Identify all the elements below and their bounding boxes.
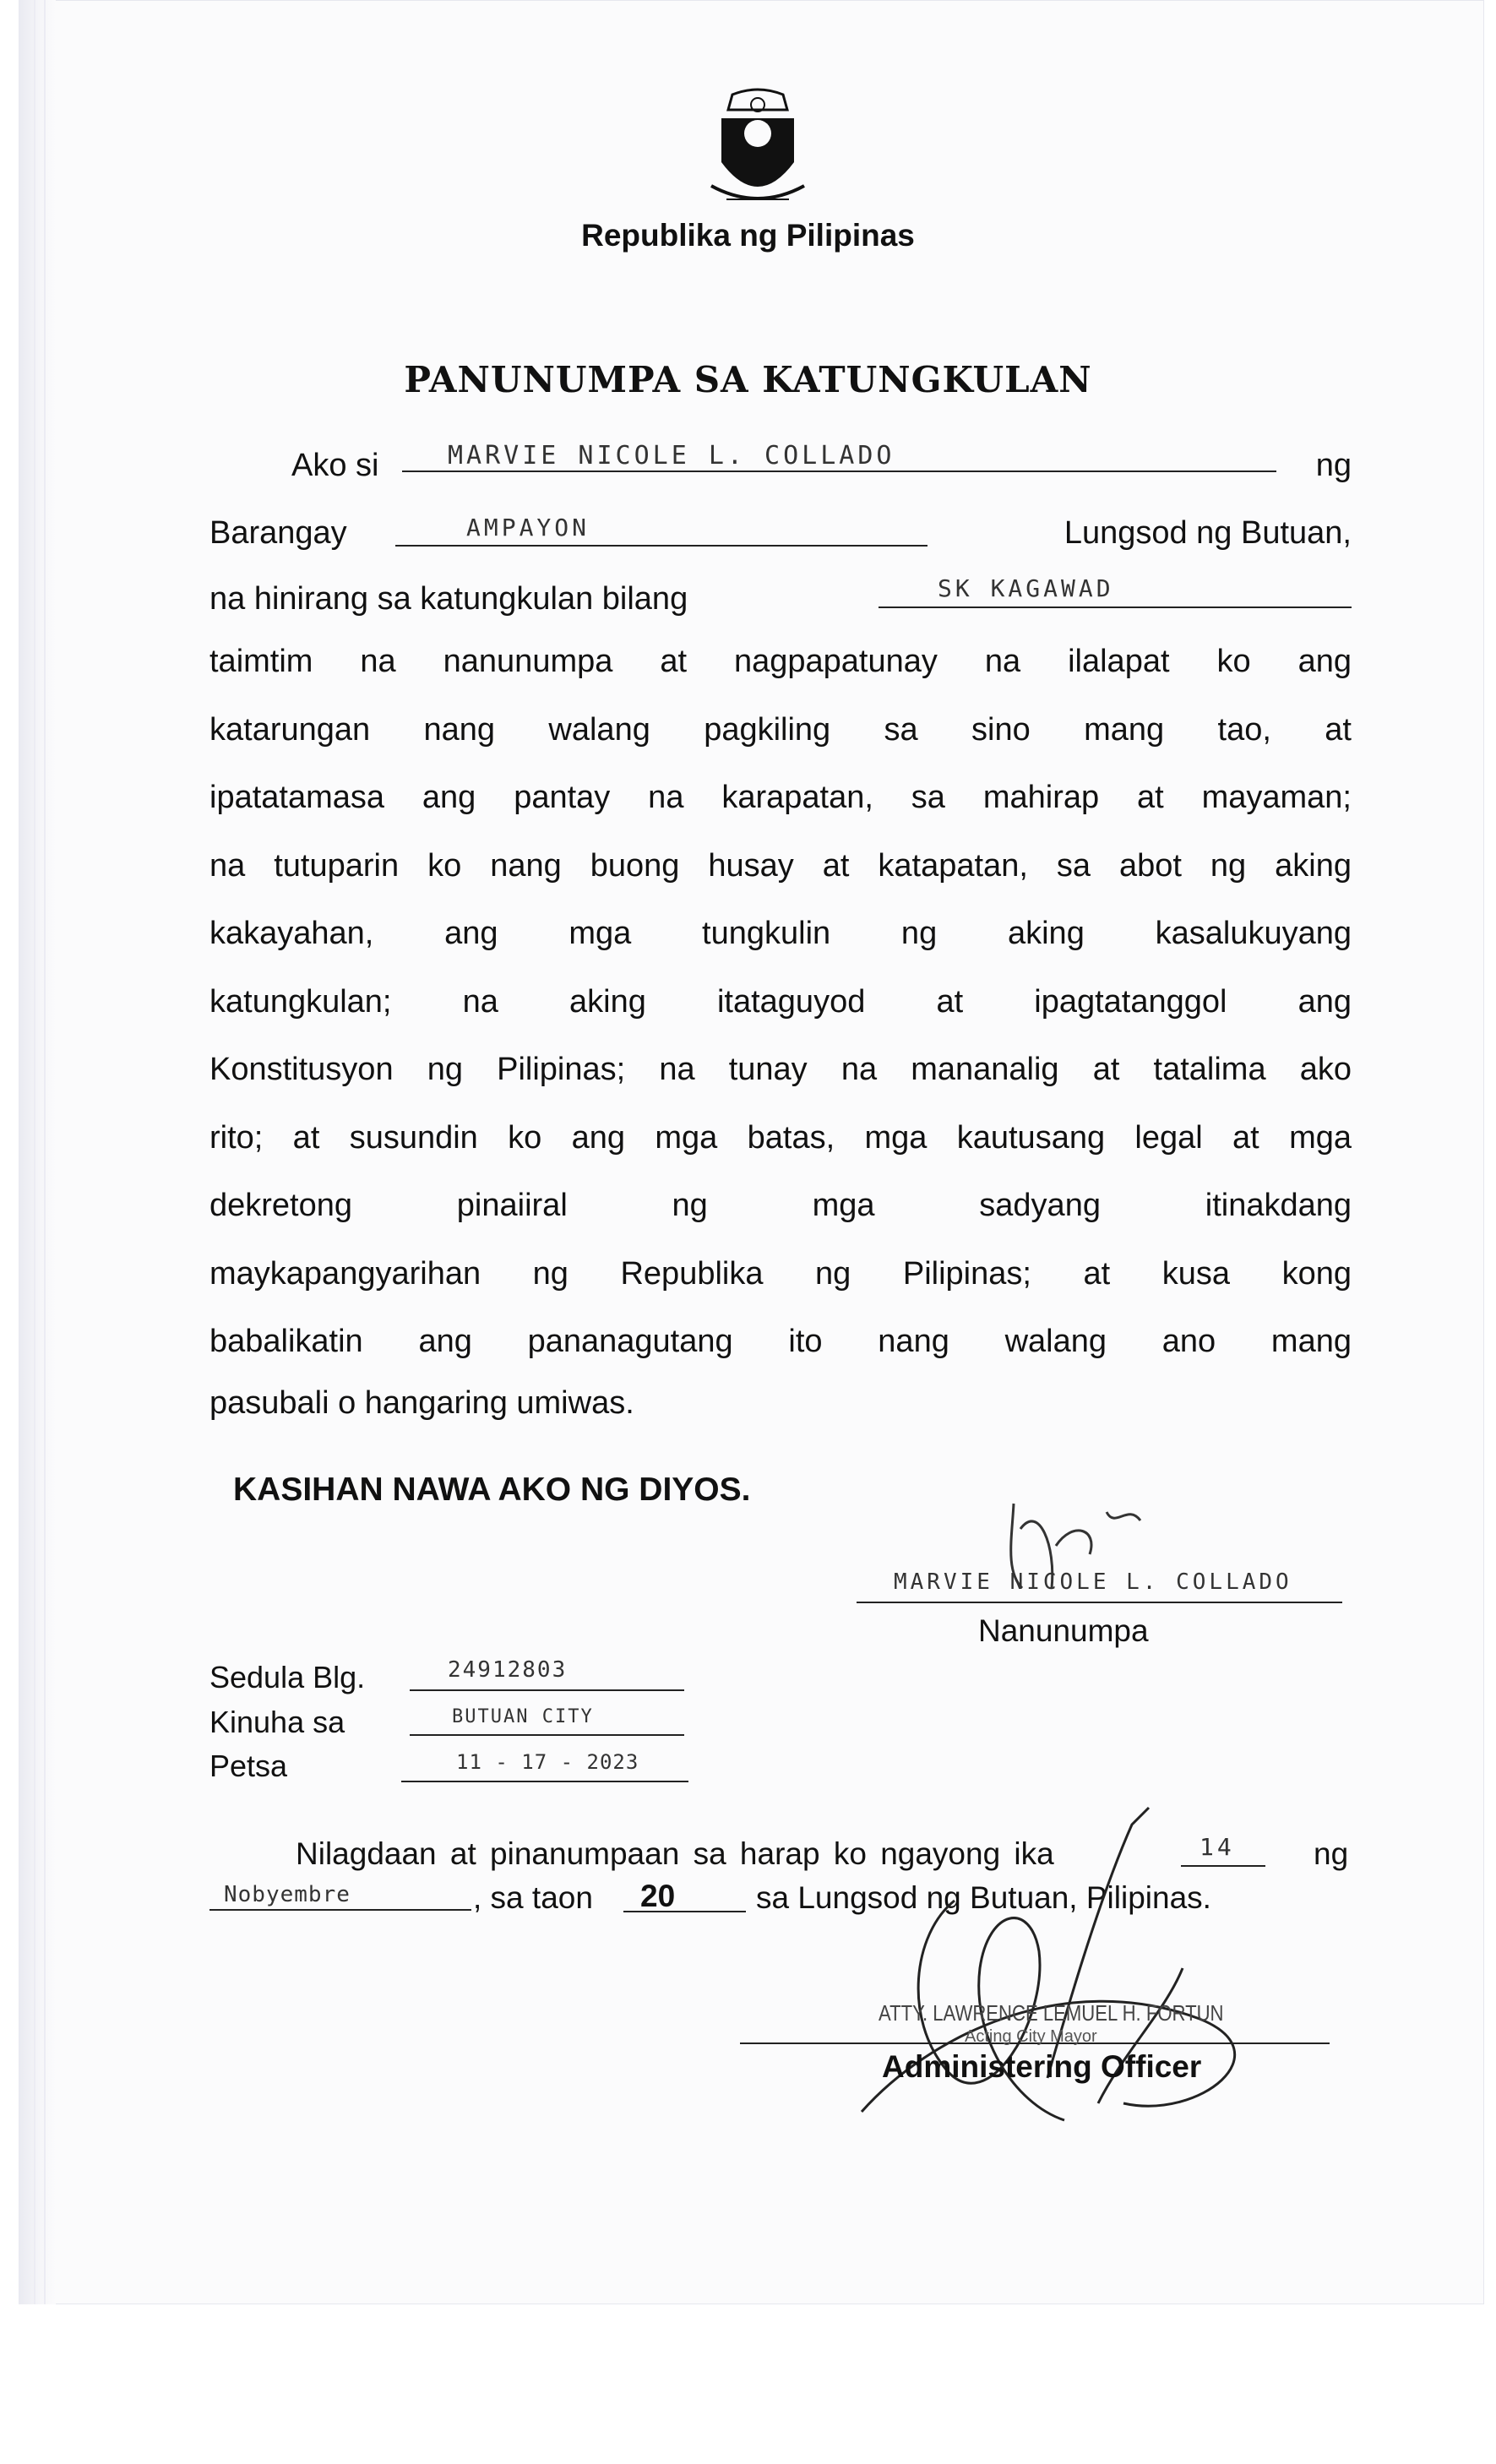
- oath-body-line: Konstitusyon ng Pilipinas; na tunay na mananalig at tatalima ako: [209, 1052, 1352, 1087]
- position-blank: [879, 606, 1352, 608]
- barangay-label: Barangay: [209, 515, 347, 551]
- oath-body-line: katarungan nang walang pagkiling sa sino mang tao, at: [209, 711, 1352, 748]
- blessing-text: KASIHAN NAWA AKO NG DIYOS.: [233, 1471, 751, 1508]
- handwritten-day: 14: [1200, 1833, 1235, 1861]
- affiant-label: Nanunumpa: [978, 1613, 1149, 1648]
- cedula-number-label: Sedula Blg.: [209, 1660, 366, 1694]
- page-edge-line: [44, 0, 46, 2304]
- officer-signature-icon: [845, 1799, 1318, 2137]
- handwritten-month: Nobyembre: [224, 1882, 351, 1907]
- oath-body-line: babalikatin ang pananagutang ito nang walang ano mang: [209, 1324, 1352, 1359]
- page-edge-line: [34, 0, 35, 2304]
- oath-body-line: taimtim na nanunumpa at nagpapatunay na ilalapat ko ang: [209, 644, 1352, 679]
- handwritten-position: SK KAGAWAD: [938, 574, 1114, 602]
- jurat-line-1: Nilagdaan at pinanumpaan sa harap ko ngayong ika: [296, 1836, 1054, 1871]
- oath-body-line: katungkulan; na aking itataguyod at ipagtatanggol ang: [209, 983, 1352, 1020]
- oath-body-line: maykapangyarihan ng Republika ng Pilipinas; at kusa kong: [209, 1255, 1352, 1292]
- cedula-date-blank: [401, 1781, 688, 1782]
- oath-body-line: na tutuparin ko nang buong husay at katapatan, sa abot ng aking: [209, 847, 1352, 884]
- oath-suffix: ng: [1315, 448, 1352, 483]
- country-header: Republika ng Pilipinas: [581, 218, 915, 253]
- cedula-place-blank: [410, 1734, 684, 1736]
- affiant-handwritten-name: MARVIE NICOLE L. COLLADO: [894, 1569, 1292, 1595]
- jurat-year: 20: [640, 1879, 676, 1913]
- jurat-line-2: sa Lungsod ng Butuan, Pilipinas.: [756, 1880, 1211, 1915]
- cedula-place-value: BUTUAN CITY: [452, 1706, 594, 1727]
- document-title: PANUNUMPA SA KATUNGKULAN: [404, 359, 1092, 400]
- cedula-date-label: Petsa: [209, 1749, 288, 1783]
- oath-prefix: Ako si: [291, 448, 379, 483]
- officer-name: ATTY. LAWRENCE LEMUEL H. FORTUN: [879, 2000, 1224, 2026]
- oath-body-line: kakayahan, ang mga tungkulin ng aking kasalukuyang: [209, 916, 1352, 951]
- cedula-number-blank: [410, 1689, 684, 1691]
- oath-body-line: rito; at susundin ko ang mga batas, mga kautusang legal at mga: [209, 1119, 1352, 1156]
- officer-label: Administering Officer: [882, 2049, 1202, 2084]
- affiant-signature-line: [857, 1602, 1342, 1603]
- name-blank: [402, 470, 1276, 472]
- officer-title: Acting City Mayor: [965, 2027, 1097, 2046]
- cedula-date-value: 11 - 17 - 2023: [456, 1750, 639, 1774]
- jurat-year-label: , sa taon: [473, 1880, 593, 1915]
- oath-last-line: pasubali o hangaring umiwas.: [209, 1385, 634, 1421]
- jurat-line-1-suffix: ng: [1314, 1836, 1349, 1871]
- appointed-label: na hinirang sa katungkulan bilang: [209, 581, 688, 617]
- barangay-blank: [395, 545, 928, 547]
- cedula-place-label: Kinuha sa: [209, 1705, 345, 1739]
- handwritten-barangay: AMPAYON: [466, 514, 590, 541]
- month-blank: [209, 1909, 471, 1911]
- city-label: Lungsod ng Butuan,: [1064, 515, 1352, 551]
- philippine-seal-icon: [703, 84, 813, 220]
- oath-body-line: dekretong pinaiiral ng mga sadyang itinakdang: [209, 1188, 1352, 1223]
- oath-body-line: ipatatamasa ang pantay na karapatan, sa mahirap at mayaman;: [209, 780, 1352, 815]
- cedula-number-value: 24912803: [448, 1657, 568, 1683]
- handwritten-name: MARVIE NICOLE L. COLLADO: [448, 441, 895, 470]
